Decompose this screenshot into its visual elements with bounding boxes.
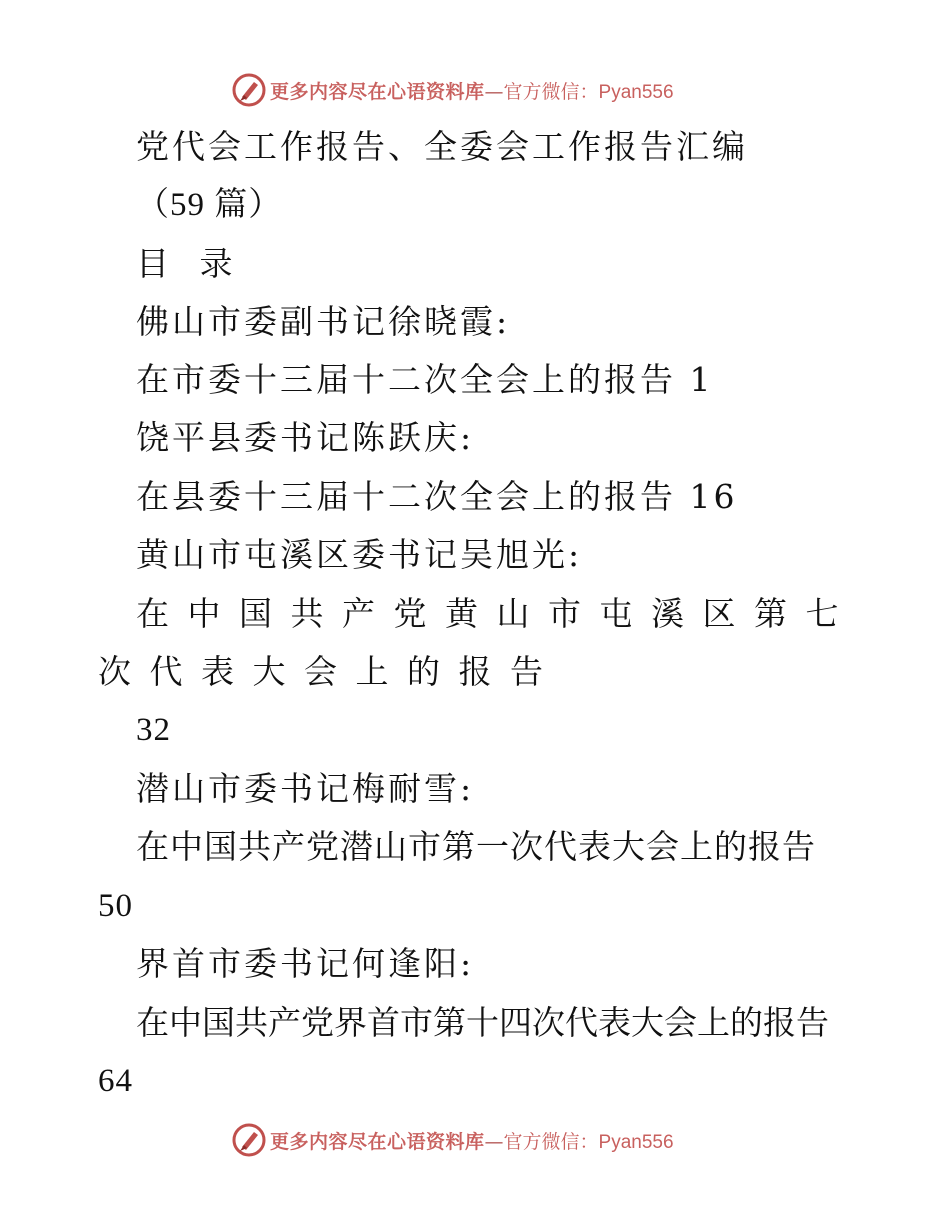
document-title: 党代会工作报告、全委会工作报告汇编	[136, 127, 748, 166]
banner-dash: —	[484, 1130, 504, 1153]
toc-speaker-3: 黄山市屯溪区委书记吴旭光:	[136, 535, 583, 574]
banner-site-name: 更多内容尽在心语资料库	[270, 1130, 485, 1153]
banner-wechat-label: 官方微信：	[503, 1130, 599, 1153]
toc-page-4: 50	[98, 888, 133, 924]
toc-report-3-line1: 在中国共产党黄山市屯溪区第七	[136, 594, 857, 633]
toc-speaker-2: 饶平县委书记陈跃庆:	[136, 418, 475, 457]
toc-heading: 目 录	[136, 244, 243, 283]
toc-report-4: 在中国共产党潜山市第一次代表大会上的报告	[136, 827, 816, 866]
toc-speaker-5: 界首市委书记何逢阳:	[136, 944, 475, 983]
banner-site-name: 更多内容尽在心语资料库	[270, 80, 485, 103]
toc-speaker-4: 潜山市委书记梅耐雪:	[136, 769, 475, 808]
banner-wechat-id: Pyan556	[598, 81, 674, 103]
banner-wechat-id: Pyan556	[598, 1131, 674, 1153]
footer-banner	[232, 1120, 712, 1160]
pen-logo-icon	[232, 1123, 266, 1157]
toc-report-2: 在县委十三届十二次全会上的报告 16	[136, 477, 738, 516]
banner-wechat-label: 官方微信：	[503, 80, 599, 103]
toc-report-1: 在市委十三届十二次全会上的报告 1	[136, 360, 714, 399]
toc-speaker-1: 佛山市委副书记徐晓霞:	[136, 302, 511, 341]
document-count: （59 篇）	[136, 187, 283, 223]
toc-page-5: 64	[98, 1063, 133, 1099]
toc-report-5: 在中国共产党界首市第十四次代表大会上的报告	[136, 1003, 829, 1042]
toc-page-3: 32	[136, 712, 171, 748]
toc-report-3-line2: 次代表大会上的报告	[98, 652, 562, 691]
banner-text	[270, 1127, 674, 1154]
banner-dash: —	[484, 80, 504, 103]
